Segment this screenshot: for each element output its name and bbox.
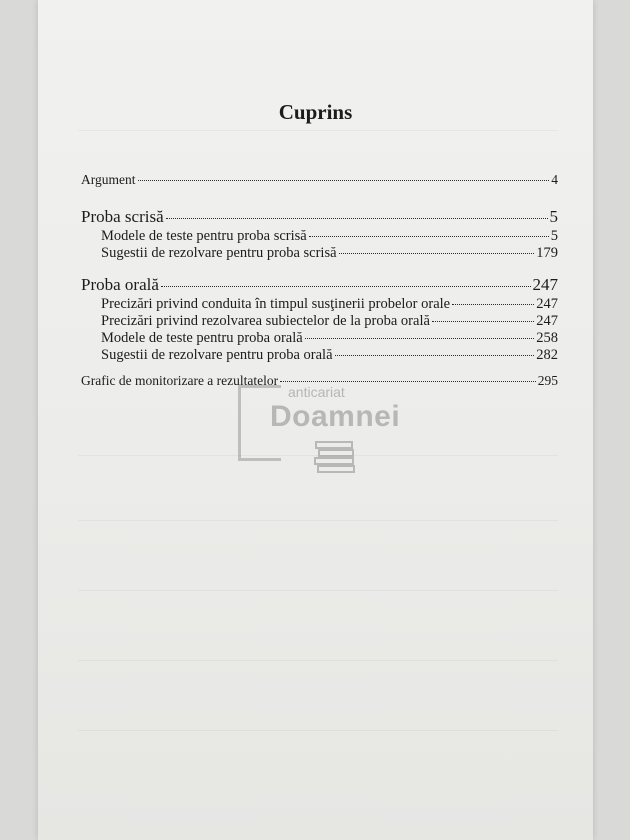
bleed-through-line [78,660,558,661]
toc-label: Proba scrisă [81,207,164,226]
toc-leader-dots [138,180,550,181]
toc-leader-dots [166,218,548,219]
toc-page-number: 295 [537,373,558,388]
toc-page-number: 4 [551,172,558,187]
toc-page-number: 247 [532,275,558,294]
toc-page-number: 5 [550,228,558,244]
toc-page-number: 247 [536,313,558,329]
toc-leader-dots [432,321,534,322]
toc-label: Grafic de monitorizare a rezultatelor [81,373,279,388]
toc-section-proba-orala [81,275,558,295]
book-page [38,0,593,840]
toc-label: Precizări privind conduita în timpul susţinerii probelor orale [101,296,451,312]
toc-page-number: 258 [536,330,558,346]
toc-entry-argument [81,172,558,188]
toc-entry [101,313,558,330]
toc-label: Argument [81,172,136,187]
toc-entry [101,330,558,347]
toc-entry [101,228,558,245]
toc-section-proba-scrisa [81,207,558,227]
toc-label: Sugestii de rezolvare pentru proba scrisă [101,245,337,261]
toc-label: Sugestii de rezolvare pentru proba orală [101,347,333,363]
toc-leader-dots [335,355,535,356]
toc-label: Precizări privind rezolvarea subiectelor de la proba orală [101,313,430,329]
toc-page-number: 179 [536,245,558,261]
toc-leader-dots [452,304,534,305]
bleed-through-line [78,590,558,591]
bleed-through-line [78,730,558,731]
watermark-top-text: anticariat [288,384,345,400]
toc-leader-dots [305,338,535,339]
toc-page-number: 5 [549,207,558,226]
books-icon [314,440,358,479]
toc-label: Modele de teste pentru proba scrisă [101,228,307,244]
toc-leader-dots [339,253,535,254]
watermark-logo [238,380,438,490]
toc-label: Modele de teste pentru proba orală [101,330,303,346]
toc-page-number: 247 [536,296,558,312]
bleed-through-line [78,130,558,131]
toc-entry [101,296,558,313]
bleed-through-line [78,520,558,521]
toc-entry [101,347,558,364]
toc-page-number: 282 [536,347,558,363]
toc-entry [101,245,558,262]
toc-leader-dots [309,236,549,237]
toc-label: Proba orală [81,275,159,294]
watermark-main-text: Doamnei [270,400,401,433]
page-title: Cuprins [278,100,353,124]
toc-leader-dots [161,286,531,287]
